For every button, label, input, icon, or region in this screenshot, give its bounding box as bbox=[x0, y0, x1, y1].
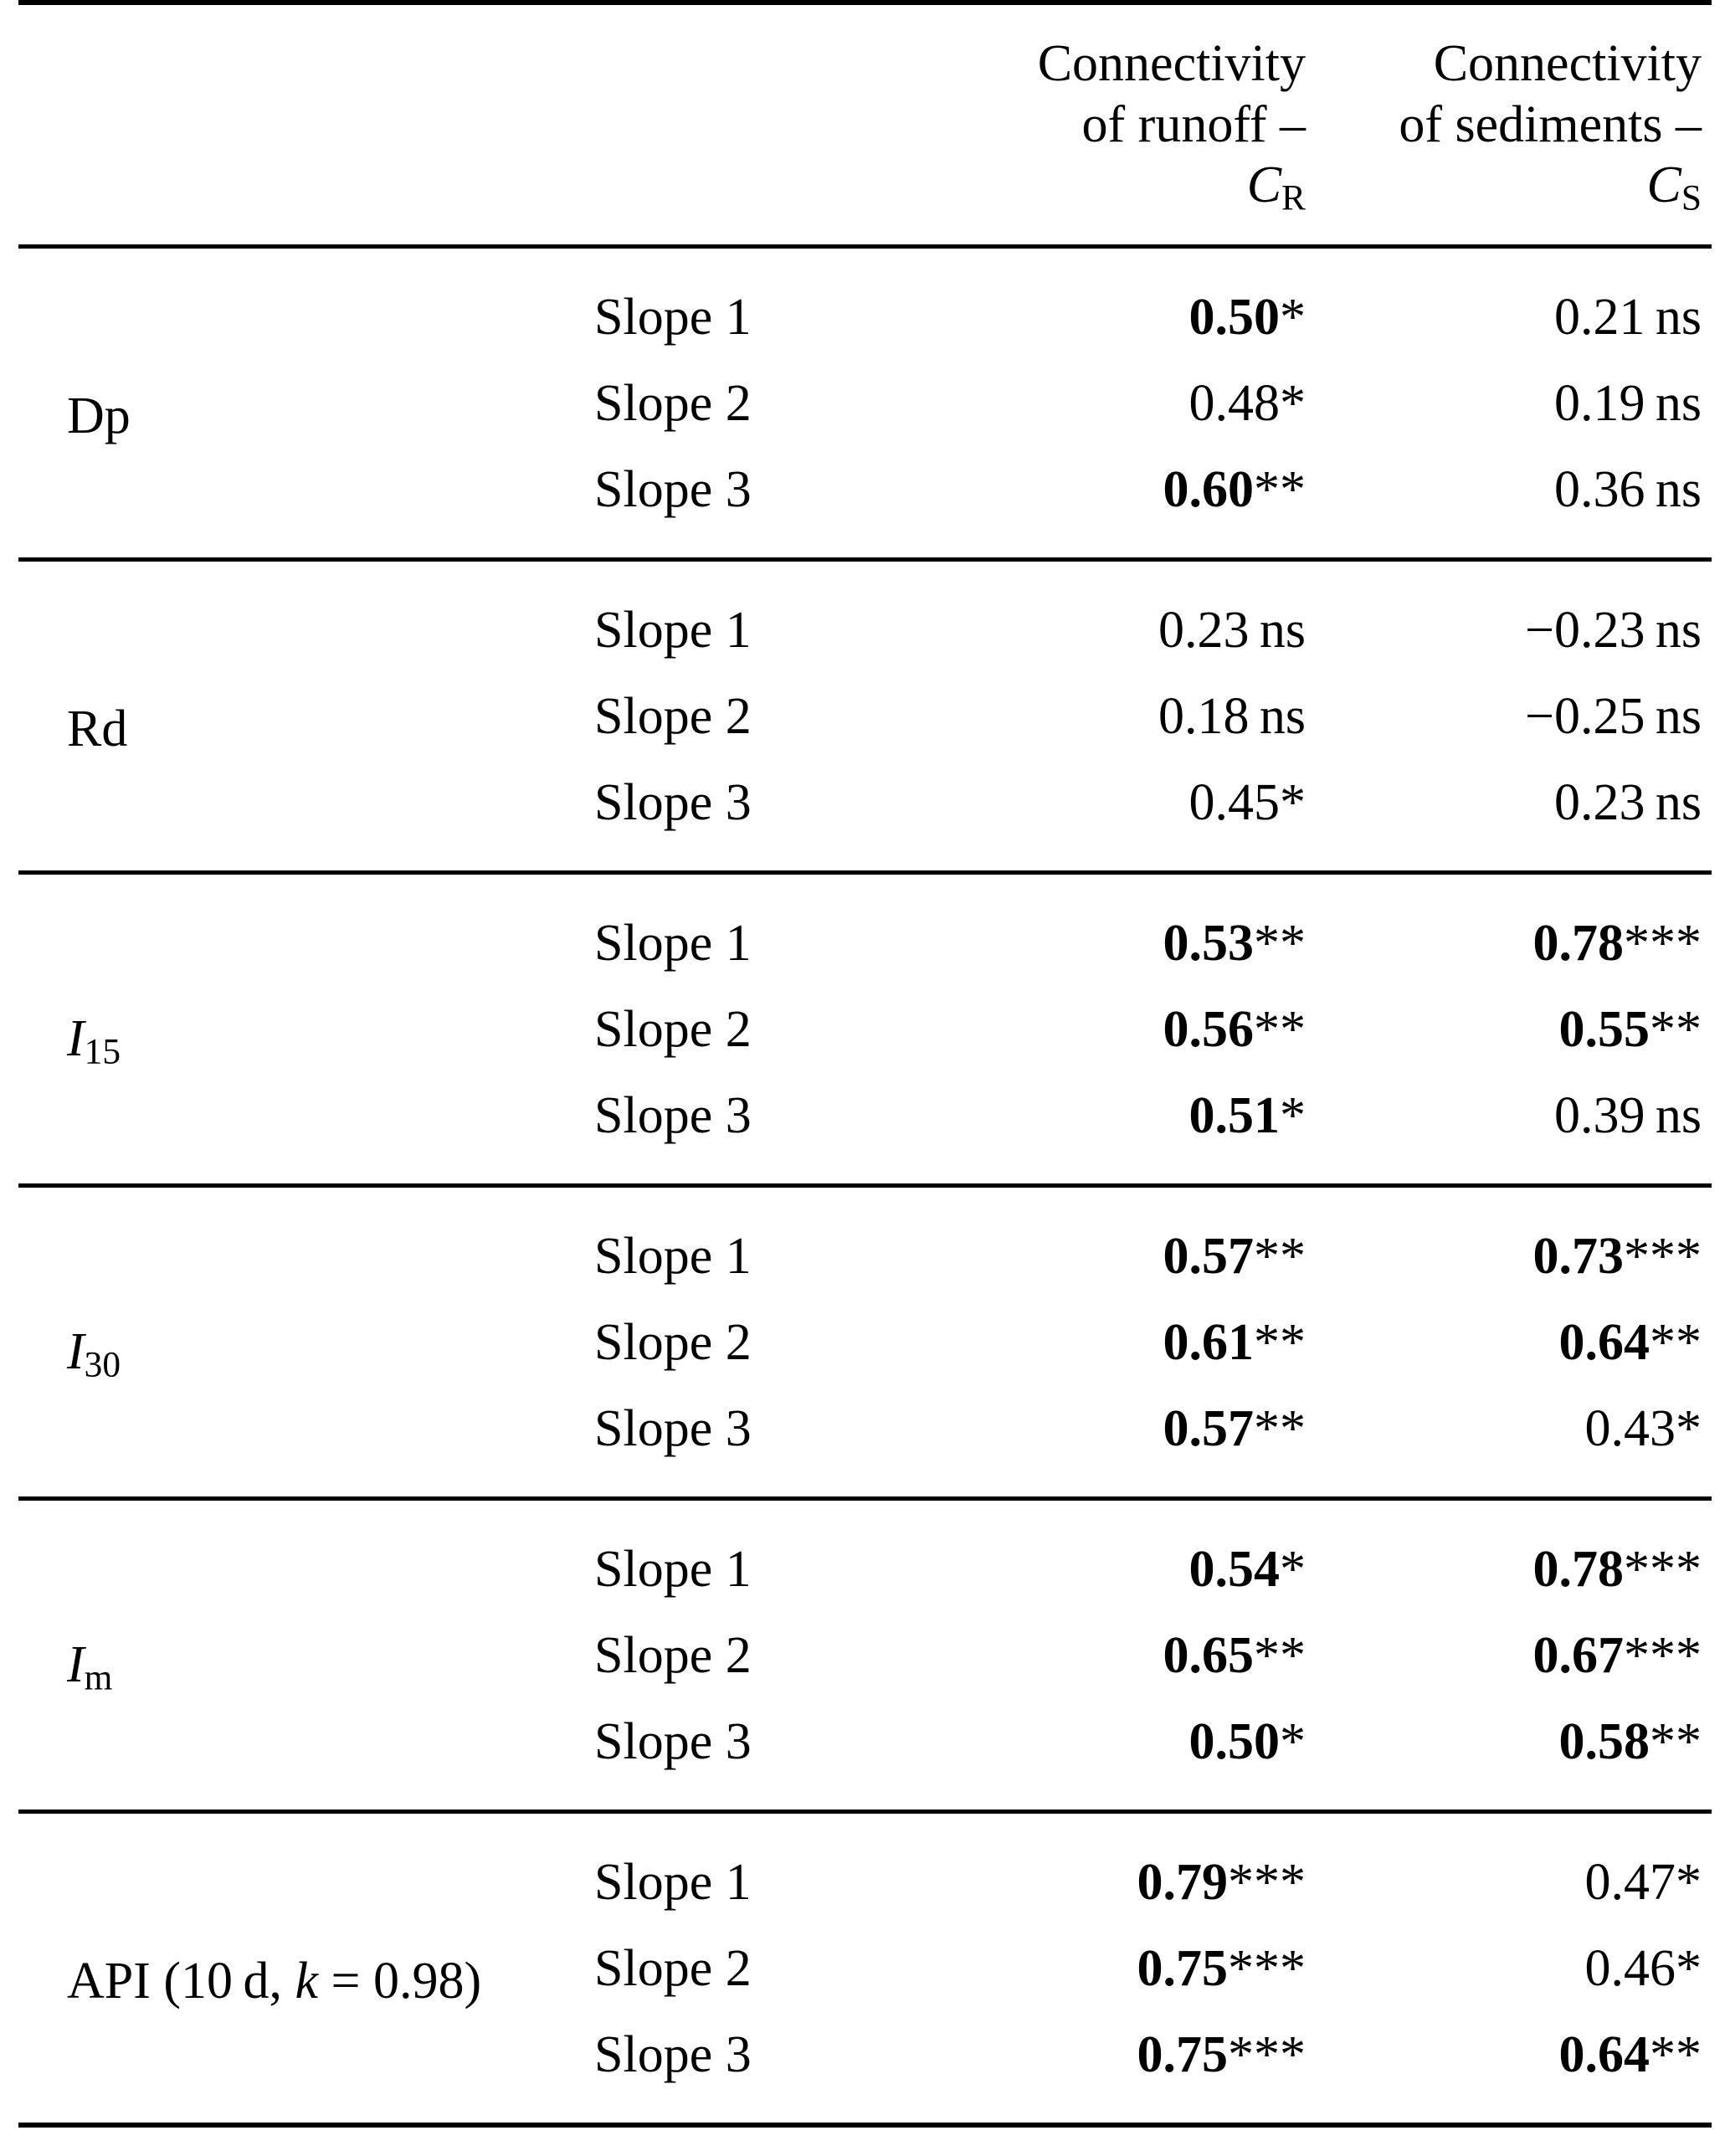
value-connectivity-sediments bbox=[1316, 986, 1712, 1072]
slope-label: Slope 2 bbox=[594, 1626, 752, 1684]
group-label-i15 bbox=[18, 873, 588, 1186]
runoff-significance-marks: * bbox=[1280, 1712, 1306, 1770]
correlation-table bbox=[18, 0, 1712, 2156]
runoff-significance-marks: ** bbox=[1254, 1000, 1306, 1058]
value-connectivity-runoff bbox=[906, 759, 1316, 873]
runoff-number: 0.54 bbox=[1188, 1540, 1280, 1598]
slope-label: Slope 3 bbox=[594, 2025, 752, 2083]
value-connectivity-runoff bbox=[906, 1612, 1316, 1698]
group-label-tail: = 0.98) bbox=[318, 1952, 482, 2010]
group-label-subscript: 15 bbox=[84, 1031, 121, 1072]
value-connectivity-runoff bbox=[906, 360, 1316, 446]
slope-label: Slope 1 bbox=[594, 1853, 752, 1911]
slope-label: Slope 1 bbox=[594, 1540, 752, 1598]
value-connectivity-sediments bbox=[1316, 1812, 1712, 1926]
group-label-text: Rd bbox=[67, 700, 128, 757]
sediments-ns-label: ns bbox=[1645, 773, 1702, 831]
header-runoff-symbol-base: C bbox=[1246, 157, 1282, 214]
value-connectivity-sediments bbox=[1316, 1385, 1712, 1499]
sediments-number: 0.39 bbox=[1553, 1086, 1645, 1144]
sediments-number: 0.64 bbox=[1558, 2025, 1650, 2083]
sediments-number: 0.78 bbox=[1532, 1540, 1624, 1598]
runoff-number: 0.60 bbox=[1163, 460, 1254, 518]
slope-label: Slope 1 bbox=[594, 1227, 752, 1285]
sediments-significance-marks: * bbox=[1676, 1853, 1702, 1911]
value-connectivity-runoff bbox=[906, 247, 1316, 361]
runoff-ns-label: ns bbox=[1249, 601, 1306, 659]
sediments-ns-label: ns bbox=[1645, 374, 1702, 432]
table-row bbox=[18, 873, 1712, 987]
runoff-number: 0.56 bbox=[1163, 1000, 1254, 1058]
header-runoff-symbol-sub: R bbox=[1281, 177, 1306, 218]
sediments-significance-marks: *** bbox=[1624, 1626, 1702, 1684]
table-row bbox=[18, 247, 1712, 361]
runoff-number: 0.75 bbox=[1137, 2025, 1228, 2083]
sediments-number: −0.23 bbox=[1524, 601, 1645, 659]
runoff-number: 0.53 bbox=[1163, 914, 1254, 972]
sediments-significance-marks: ** bbox=[1650, 2025, 1702, 2083]
bottom-rule-cell bbox=[18, 2125, 1712, 2156]
slope-label: Slope 3 bbox=[594, 1712, 752, 1770]
slope-label: Slope 3 bbox=[594, 1399, 752, 1457]
sediments-number: 0.67 bbox=[1532, 1626, 1624, 1684]
value-connectivity-sediments bbox=[1316, 759, 1712, 873]
header-sediments-symbol bbox=[1316, 155, 1702, 219]
runoff-significance-marks: ** bbox=[1254, 460, 1306, 518]
value-connectivity-runoff bbox=[906, 1072, 1316, 1186]
runoff-number: 0.45 bbox=[1188, 773, 1280, 831]
sediments-number: 0.43 bbox=[1584, 1399, 1676, 1457]
value-connectivity-runoff bbox=[906, 673, 1316, 759]
value-connectivity-runoff bbox=[906, 1299, 1316, 1385]
group-label-subscript: 30 bbox=[84, 1344, 121, 1385]
slope-label: Slope 1 bbox=[594, 914, 752, 972]
table-row bbox=[18, 1186, 1712, 1300]
value-connectivity-sediments bbox=[1316, 1299, 1712, 1385]
value-connectivity-runoff bbox=[906, 1925, 1316, 2011]
runoff-significance-marks: ** bbox=[1254, 914, 1306, 972]
value-connectivity-sediments bbox=[1316, 1698, 1712, 1812]
runoff-significance-marks: *** bbox=[1228, 1939, 1306, 1997]
sediments-ns-label: ns bbox=[1645, 601, 1702, 659]
header-connectivity-runoff bbox=[906, 3, 1316, 247]
runoff-number: 0.75 bbox=[1137, 1939, 1228, 1997]
runoff-number: 0.50 bbox=[1188, 1712, 1280, 1770]
header-blank-group bbox=[18, 3, 588, 247]
runoff-significance-marks: * bbox=[1280, 1540, 1306, 1598]
value-connectivity-sediments bbox=[1316, 1925, 1712, 2011]
header-sediments-line2: of sediments – bbox=[1399, 95, 1702, 153]
value-connectivity-sediments bbox=[1316, 360, 1712, 446]
value-connectivity-sediments bbox=[1316, 560, 1712, 674]
slope-label: Slope 2 bbox=[594, 1939, 752, 1997]
group-label-dp bbox=[18, 247, 588, 560]
value-connectivity-runoff bbox=[906, 1186, 1316, 1300]
group-label-text: API (10 d, bbox=[67, 1952, 295, 2010]
sediments-number: −0.25 bbox=[1524, 687, 1645, 745]
sediments-number: 0.21 bbox=[1553, 288, 1645, 346]
slope-label: Slope 2 bbox=[594, 1313, 752, 1371]
group-label-im bbox=[18, 1499, 588, 1812]
runoff-number: 0.51 bbox=[1188, 1086, 1280, 1144]
slope-label: Slope 3 bbox=[594, 460, 752, 518]
runoff-number: 0.50 bbox=[1188, 288, 1280, 346]
sediments-significance-marks: ** bbox=[1650, 1313, 1702, 1371]
sediments-number: 0.46 bbox=[1584, 1939, 1676, 1997]
runoff-significance-marks: ** bbox=[1254, 1626, 1306, 1684]
value-connectivity-runoff bbox=[906, 1385, 1316, 1499]
sediments-significance-marks: * bbox=[1676, 1399, 1702, 1457]
value-connectivity-sediments bbox=[1316, 247, 1712, 361]
runoff-number: 0.23 bbox=[1158, 601, 1250, 659]
header-sediments-line1: Connectivity bbox=[1433, 35, 1702, 92]
group-label-subscript: m bbox=[84, 1657, 113, 1698]
value-connectivity-sediments bbox=[1316, 1499, 1712, 1613]
group-label-rd bbox=[18, 560, 588, 873]
runoff-number: 0.61 bbox=[1163, 1313, 1254, 1371]
runoff-significance-marks: * bbox=[1280, 288, 1306, 346]
value-connectivity-runoff bbox=[906, 1698, 1316, 1812]
sediments-ns-label: ns bbox=[1645, 288, 1702, 346]
sediments-significance-marks: *** bbox=[1624, 1227, 1702, 1285]
slope-label: Slope 2 bbox=[594, 374, 752, 432]
sediments-ns-label: ns bbox=[1645, 1086, 1702, 1144]
sediments-ns-label: ns bbox=[1645, 687, 1702, 745]
value-connectivity-runoff bbox=[906, 2011, 1316, 2125]
group-label-text: Dp bbox=[67, 387, 131, 444]
value-connectivity-sediments bbox=[1316, 1612, 1712, 1698]
group-label-base: I bbox=[67, 1636, 85, 1694]
runoff-number: 0.18 bbox=[1158, 687, 1250, 745]
value-connectivity-sediments bbox=[1316, 873, 1712, 987]
runoff-significance-marks: * bbox=[1280, 773, 1306, 831]
header-sediments-symbol-sub: S bbox=[1681, 177, 1702, 218]
value-connectivity-sediments bbox=[1316, 2011, 1712, 2125]
value-connectivity-runoff bbox=[906, 873, 1316, 987]
value-connectivity-runoff bbox=[906, 1812, 1316, 1926]
sediments-number: 0.73 bbox=[1532, 1227, 1624, 1285]
table-row bbox=[18, 1812, 1712, 1926]
runoff-significance-marks: * bbox=[1280, 374, 1306, 432]
header-connectivity-sediments bbox=[1316, 3, 1712, 247]
value-connectivity-runoff bbox=[906, 986, 1316, 1072]
header-blank-slope bbox=[588, 3, 906, 247]
table-row bbox=[18, 560, 1712, 674]
value-connectivity-sediments bbox=[1316, 1186, 1712, 1300]
sediments-number: 0.36 bbox=[1553, 460, 1645, 518]
header-runoff-line1: Connectivity bbox=[1037, 35, 1306, 92]
runoff-number: 0.57 bbox=[1163, 1227, 1254, 1285]
slope-label: Slope 3 bbox=[594, 1086, 752, 1144]
runoff-significance-marks: *** bbox=[1228, 1853, 1306, 1911]
header-row bbox=[18, 3, 1712, 247]
runoff-significance-marks: * bbox=[1280, 1086, 1306, 1144]
value-connectivity-sediments bbox=[1316, 446, 1712, 560]
slope-label: Slope 3 bbox=[594, 773, 752, 831]
sediments-number: 0.55 bbox=[1558, 1000, 1650, 1058]
sediments-significance-marks: *** bbox=[1624, 1540, 1702, 1598]
slope-label: Slope 2 bbox=[594, 1000, 752, 1058]
value-connectivity-runoff bbox=[906, 446, 1316, 560]
table-bottom-rule bbox=[18, 2125, 1712, 2156]
runoff-number: 0.65 bbox=[1163, 1626, 1254, 1684]
slope-label: Slope 1 bbox=[594, 601, 752, 659]
group-label-variable: k bbox=[295, 1952, 318, 2010]
sediments-significance-marks: ** bbox=[1650, 1000, 1702, 1058]
slope-label: Slope 2 bbox=[594, 687, 752, 745]
sediments-number: 0.19 bbox=[1553, 374, 1645, 432]
sediments-number: 0.47 bbox=[1584, 1853, 1676, 1911]
header-runoff-symbol bbox=[906, 155, 1306, 219]
runoff-significance-marks: *** bbox=[1228, 2025, 1306, 2083]
header-sediments-symbol-base: C bbox=[1646, 157, 1681, 214]
sediments-significance-marks: *** bbox=[1624, 914, 1702, 972]
runoff-significance-marks: ** bbox=[1254, 1399, 1306, 1457]
table-row bbox=[18, 1499, 1712, 1613]
table-header bbox=[18, 3, 1712, 247]
group-label-i30 bbox=[18, 1186, 588, 1499]
runoff-number: 0.79 bbox=[1137, 1853, 1228, 1911]
sediments-number: 0.64 bbox=[1558, 1313, 1650, 1371]
group-label-base: I bbox=[67, 1010, 85, 1068]
runoff-number: 0.48 bbox=[1188, 374, 1280, 432]
group-label-base: I bbox=[67, 1323, 85, 1381]
sediments-ns-label: ns bbox=[1645, 460, 1702, 518]
sediments-number: 0.58 bbox=[1558, 1712, 1650, 1770]
header-runoff-line2: of runoff – bbox=[1081, 95, 1306, 153]
value-connectivity-runoff bbox=[906, 1499, 1316, 1613]
value-connectivity-sediments bbox=[1316, 673, 1712, 759]
group-label-api-10-d-k-0-98- bbox=[18, 1812, 588, 2126]
value-connectivity-sediments bbox=[1316, 1072, 1712, 1186]
slope-label: Slope 1 bbox=[594, 288, 752, 346]
runoff-significance-marks: ** bbox=[1254, 1313, 1306, 1371]
sediments-number: 0.23 bbox=[1553, 773, 1645, 831]
sediments-number: 0.78 bbox=[1532, 914, 1624, 972]
sediments-significance-marks: ** bbox=[1650, 1712, 1702, 1770]
runoff-significance-marks: ** bbox=[1254, 1227, 1306, 1285]
runoff-number: 0.57 bbox=[1163, 1399, 1254, 1457]
value-connectivity-runoff bbox=[906, 560, 1316, 674]
runoff-ns-label: ns bbox=[1249, 687, 1306, 745]
sediments-significance-marks: * bbox=[1676, 1939, 1702, 1997]
table-body bbox=[18, 247, 1712, 2156]
